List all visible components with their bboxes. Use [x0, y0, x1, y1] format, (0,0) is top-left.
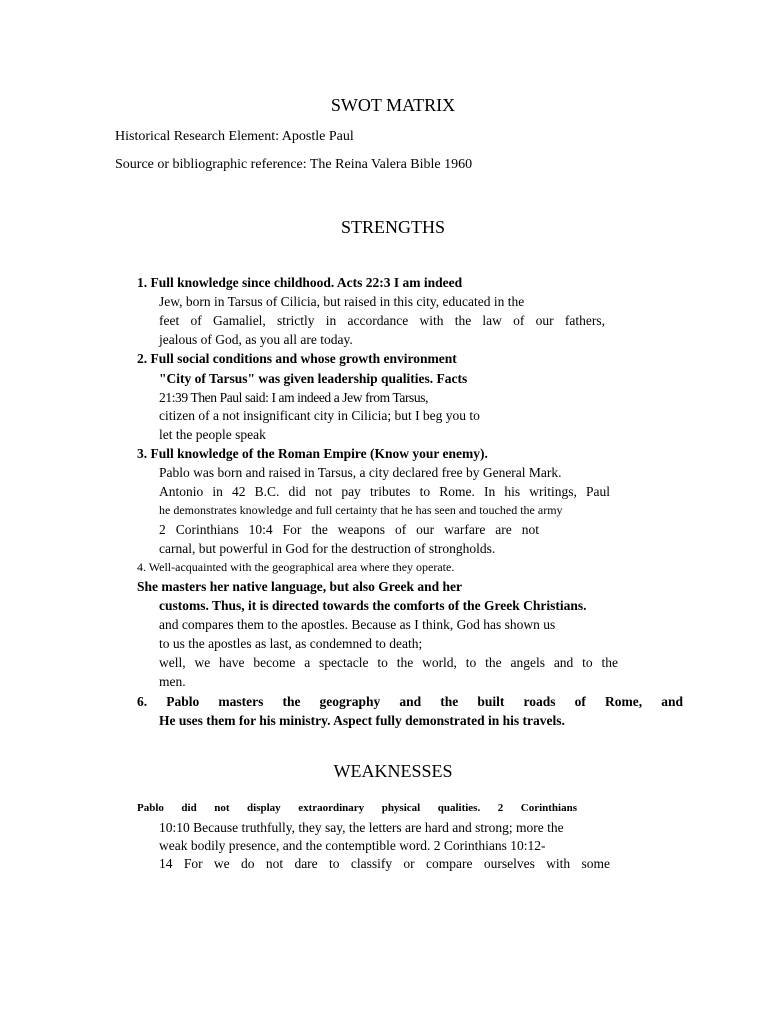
strength-item-3-title: 3. Full knowledge of the Roman Empire (Know your enemy).: [137, 446, 488, 461]
strengths-heading: STRENGTHS: [340, 217, 445, 237]
strength-line: Jew, born in Tarsus of Cilicia, but raised in this city, educated in the: [159, 294, 525, 309]
strength-item-4-title: 4. Well-acquainted with the geographical area where they operate.: [137, 560, 455, 574]
strength-line: jealous of God, as you all are today.: [159, 332, 353, 347]
strength-line: He uses them for his ministry. Aspect fully demonstrated in his travels.: [159, 713, 565, 728]
weakness-line: 14 For we do not dare to classify or compare ourselves with some: [159, 856, 610, 871]
source-reference-line: Source or bibliographic reference: The Reina Valera Bible 1960: [115, 157, 473, 172]
strength-line: feet of Gamaliel, strictly in accordance with the law of our fathers,: [159, 313, 605, 328]
strength-line: he demonstrates knowledge and full certainty that he has seen and touched the army: [159, 503, 563, 517]
document-title: SWOT MATRIX: [330, 95, 456, 115]
strength-line: men.: [159, 674, 186, 689]
strength-line: well, we have become a spectacle to the world, to the angels and to the: [159, 655, 618, 670]
strength-item-1-title: 1. Full knowledge since childhood. Acts 22:3 I am indeed: [137, 275, 463, 290]
strength-line: to us the apostles as last, as condemned to death;: [159, 636, 423, 651]
strength-line: carnal, but powerful in God for the destruction of strongholds.: [159, 541, 496, 556]
weaknesses-heading: WEAKNESSES: [333, 761, 453, 781]
strength-line: "City of Tarsus" was given leadership qualities. Facts: [159, 371, 468, 386]
strength-line: She masters her native language, but also Greek and her: [137, 579, 463, 594]
strength-line: customs. Thus, it is directed towards the comforts of the Greek Christians.: [159, 598, 587, 613]
strength-line: Antonio in 42 B.C. did not pay tributes to Rome. In his writings, Paul: [159, 484, 610, 499]
strength-line: and compares them to the apostles. Because as I think, God has shown us: [159, 617, 556, 632]
strength-item-6-title: 6. Pablo masters the geography and the built roads of Rome, and: [137, 694, 683, 709]
weakness-item-1-title: Pablo did not display extraordinary physical qualities. 2 Corinthians: [137, 802, 577, 814]
strength-line: let the people speak: [159, 427, 266, 442]
strength-line: 2 Corinthians 10:4 For the weapons of our warfare are not: [159, 522, 539, 537]
strength-item-2-title: 2. Full social conditions and whose growth environment: [137, 351, 457, 366]
research-element-line: Historical Research Element: Apostle Paul: [115, 129, 354, 144]
strength-line: Pablo was born and raised in Tarsus, a city declared free by General Mark.: [159, 465, 562, 480]
strength-line: 21:39 Then Paul said: I am indeed a Jew from Tarsus,: [159, 390, 429, 405]
weakness-line: 10:10 Because truthfully, they say, the letters are hard and strong; more the: [159, 820, 564, 835]
strength-line: citizen of a not insignificant city in Cilicia; but I beg you to: [159, 408, 480, 423]
weakness-line: weak bodily presence, and the contemptible word. 2 Corinthians 10:12-: [159, 838, 546, 853]
